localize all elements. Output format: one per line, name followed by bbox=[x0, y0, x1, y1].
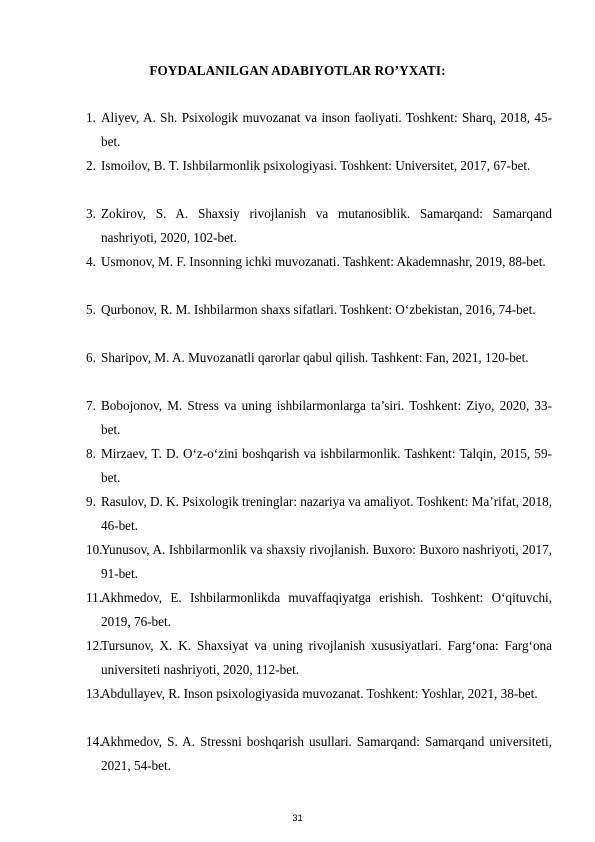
reference-number: 13. bbox=[86, 686, 103, 701]
reference-text: Tursunov, X. K. Shaxsiyat va uning rivojlanish xususiyatlari. Farg‘ona: Farg‘ona universiteti nashriyoti, 2020, 112-bet. bbox=[101, 638, 552, 677]
page-number: 31 bbox=[292, 813, 303, 824]
reference-text: Zokirov, S. A. Shaxsiy rivojlanish va mutanosiblik. Samarqand: Samarqand nashriyoti, 2020, 102-bet. bbox=[101, 206, 552, 245]
reference-number: 10. bbox=[86, 542, 103, 557]
reference-text: Usmonov, M. F. Insonning ichki muvozanati. Tashkent: Akademnashr, 2019, 88-bet. bbox=[101, 254, 546, 269]
reference-item bbox=[86, 250, 552, 298]
reference-item bbox=[86, 490, 552, 538]
reference-number: 9. bbox=[86, 494, 96, 509]
reference-text: Ismoilov, B. T. Ishbilarmonlik psixologiyasi. Toshkent: Universitet, 2017, 67-bet. bbox=[101, 158, 531, 173]
reference-number: 14. bbox=[86, 734, 103, 749]
reference-item bbox=[86, 202, 552, 250]
reference-text: Sharipov, M. A. Muvozanatli qarorlar qabul qilish. Tashkent: Fan, 2021, 120-bet. bbox=[101, 350, 529, 365]
reference-item bbox=[86, 442, 552, 490]
reference-text: Rasulov, D. K. Psixologik treninglar: nazariya va amaliyot. Toshkent: Ma’rifat, 2018, 46-bet. bbox=[101, 494, 552, 533]
reference-item bbox=[86, 634, 552, 682]
reference-text: Mirzaev, T. D. O‘z-o‘zini boshqarish va ishbilarmonlik. Tashkent: Talqin, 2015, 59-bet. bbox=[101, 446, 552, 485]
reference-number: 8. bbox=[86, 446, 96, 461]
page-title: FOYDALANILGAN ADABIYOTLAR RO’YXATI: bbox=[149, 63, 446, 78]
reference-item bbox=[86, 154, 552, 202]
reference-item bbox=[86, 538, 552, 586]
reference-number: 7. bbox=[86, 398, 96, 413]
reference-number: 11. bbox=[86, 590, 102, 605]
reference-item bbox=[86, 682, 552, 730]
reference-number: 3. bbox=[86, 206, 96, 221]
reference-text: Aliyev, A. Sh. Psixologik muvozanat va inson faoliyati. Toshkent: Sharq, 2018, 45-bet. bbox=[101, 110, 552, 149]
reference-item bbox=[86, 394, 552, 442]
reference-number: 4. bbox=[86, 254, 96, 269]
reference-item bbox=[86, 586, 552, 634]
reference-text: Abdullayev, R. Inson psixologiyasida muvozanat. Toshkent: Yoshlar, 2021, 38-bet. bbox=[101, 686, 538, 701]
reference-number: 2. bbox=[86, 158, 96, 173]
reference-text: Akhmedov, E. Ishbilarmonlikda muvaffaqiyatga erishish. Toshkent: O‘qituvchi, 2019, 76-bet. bbox=[101, 590, 552, 629]
reference-number: 6. bbox=[86, 350, 96, 365]
reference-item bbox=[86, 730, 552, 778]
reference-text: Qurbonov, R. M. Ishbilarmon shaxs sifatlari. Toshkent: O‘zbekistan, 2016, 74-bet. bbox=[101, 302, 536, 317]
reference-number: 1. bbox=[86, 110, 96, 125]
reference-number: 12. bbox=[86, 638, 103, 653]
reference-item bbox=[86, 298, 552, 346]
reference-text: Yunusov, A. Ishbilarmonlik va shaxsiy rivojlanish. Buxoro: Buxoro nashriyoti, 2017, 91-bet. bbox=[101, 542, 552, 581]
reference-text: Akhmedov, S. A. Stressni boshqarish usullari. Samarqand: Samarqand universiteti, 2021, 54-bet. bbox=[101, 734, 552, 773]
reference-text: Bobojonov, M. Stress va uning ishbilarmonlarga ta’siri. Toshkent: Ziyo, 2020, 33-bet. bbox=[101, 398, 552, 437]
reference-item bbox=[86, 346, 552, 394]
reference-number: 5. bbox=[86, 302, 96, 317]
reference-list bbox=[86, 106, 552, 778]
reference-item bbox=[86, 106, 552, 154]
